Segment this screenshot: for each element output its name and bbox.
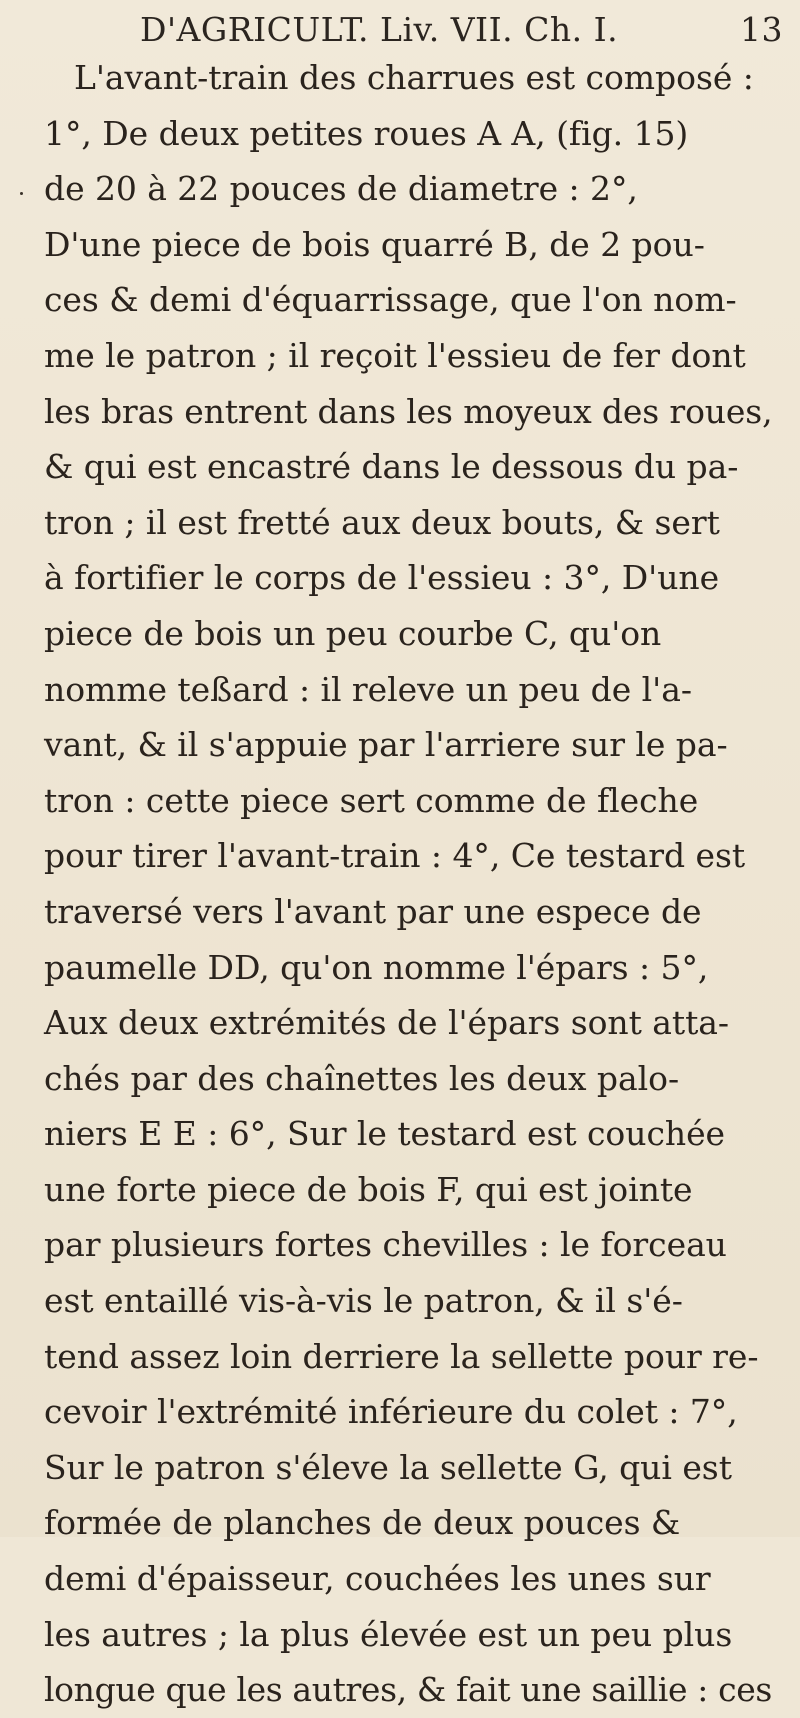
- text-line: tend assez loin derriere la sellette pour re-: [44, 1336, 759, 1376]
- text-line: piece de bois un peu courbe C, qu'on: [44, 613, 662, 653]
- text-line: me le patron ; il reçoit l'essieu de fer dont: [44, 335, 746, 375]
- running-head-title: D'AGRICULT. Liv. VII. Ch. I.: [140, 10, 619, 49]
- text-line: de 20 à 22 pouces de diametre : 2°,: [44, 169, 638, 209]
- text-line: nomme teßard : il releve un peu de l'a-: [44, 669, 692, 709]
- text-line: traversé vers l'avant par une espece de: [44, 891, 702, 931]
- text-line: les autres ; la plus élevée est un peu plus: [44, 1614, 733, 1654]
- text-line: ces & demi d'équarrissage, que l'on nom-: [44, 280, 737, 320]
- text-line: niers E E : 6°, Sur le testard est couchée: [44, 1114, 726, 1154]
- text-line: formée de planches de deux pouces &: [44, 1503, 681, 1543]
- text-line: Aux deux extrémités de l'épars sont atta-: [44, 1003, 730, 1043]
- text-line: cevoir l'extrémité inférieure du colet : 7°,: [44, 1392, 738, 1432]
- text-line: pour tirer l'avant-train : 4°, Ce testard est: [44, 836, 746, 876]
- text-line: tron ; il est fretté aux deux bouts, & sert: [44, 502, 720, 542]
- text-line: à fortifier le corps de l'essieu : 3°, D'une: [44, 558, 720, 598]
- page-number: 13: [740, 10, 783, 49]
- body-text: [44, 50, 774, 1718]
- text-line: une forte piece de bois F, qui est jointe: [44, 1169, 693, 1209]
- text-line: 1°, De deux petites roues A A, (fig. 15): [44, 113, 689, 153]
- text-line: par plusieurs fortes chevilles : le forceau: [44, 1225, 727, 1265]
- text-line: tron : cette piece sert comme de fleche: [44, 780, 699, 820]
- text-line: L'avant-train des charrues est composé :: [74, 58, 754, 97]
- text-line: les bras entrent dans les moyeux des roues,: [44, 391, 773, 431]
- margin-mark: [20, 192, 23, 195]
- running-head: [140, 4, 783, 56]
- text-line: D'une piece de bois quarré B, de 2 pou-: [44, 224, 705, 264]
- text-line: vant, & il s'appuie par l'arriere sur le pa-: [44, 725, 728, 765]
- text-line: demi d'épaisseur, couchées les unes sur: [44, 1559, 711, 1599]
- text-line: chés par des chaînettes les deux palo-: [44, 1058, 680, 1098]
- text-line: longue que les autres, & fait une saillie : ces: [44, 1670, 772, 1710]
- text-line: Sur le patron s'éleve la sellette G, qui est: [44, 1447, 732, 1487]
- text-line: est entaillé vis-à-vis le patron, & il s'é-: [44, 1281, 683, 1321]
- text-line: paumelle DD, qu'on nomme l'épars : 5°,: [44, 947, 709, 987]
- text-line: & qui est encastré dans le dessous du pa-: [44, 447, 739, 487]
